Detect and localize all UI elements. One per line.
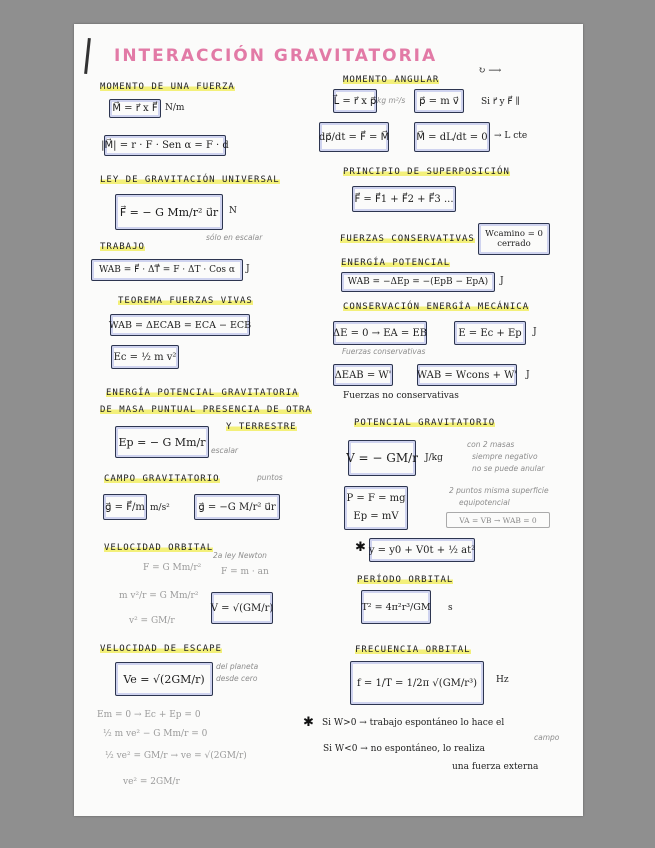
heading-frecuencia: FRECUENCIA ORBITAL bbox=[355, 645, 471, 655]
unit-periodo: s bbox=[448, 603, 453, 613]
unit-conservacion-4: J bbox=[526, 370, 530, 380]
star-icon: ✱ bbox=[355, 540, 366, 555]
vo-note: 2a ley Newton bbox=[213, 551, 267, 560]
note-potencial-2: siempre negativo bbox=[472, 452, 538, 461]
formula-momento-modulo: |M⃗| = r · F · Sen α = F · d bbox=[104, 135, 226, 156]
heading-velocidad-orbital: VELOCIDAD ORBITAL bbox=[104, 543, 214, 553]
heading-campo: CAMPO GRAVITATORIO bbox=[104, 474, 220, 484]
note-no-conservativas: Fuerzas no conservativas bbox=[343, 391, 459, 401]
note-l-cte: → L cte bbox=[494, 131, 528, 141]
formula-conservativas: Wcamino = 0 cerrado bbox=[478, 223, 550, 255]
unit-campo: m/s² bbox=[150, 503, 170, 513]
formula-energia-potencial: Ep = − G Mm/r bbox=[115, 426, 209, 458]
heading-energia-potencial-2: DE MASA PUNTUAL PRESENCIA DE OTRA bbox=[100, 405, 312, 415]
formula-velocidad-escape: Ve = √(2GM/r) bbox=[115, 662, 213, 696]
formula-conservacion-4: WAB = Wcons + W' bbox=[417, 364, 517, 386]
note-campo: campo bbox=[534, 733, 560, 742]
formula-cinematica: y = y0 + V0t + ½ at² bbox=[369, 538, 475, 562]
heading-ley-gravitacion: LEY DE GRAVITACIÓN UNIVERSAL bbox=[100, 175, 280, 185]
unit-energia-pot: J bbox=[500, 276, 504, 286]
formula-frecuencia: f = 1/T = 1/2π √(GM/r³) bbox=[350, 661, 484, 705]
formula-campo-1: g⃗ = F⃗/m bbox=[103, 494, 147, 520]
ve-note2: desde cero bbox=[216, 674, 258, 683]
ve-note1: del planeta bbox=[216, 662, 259, 671]
heading-conservacion: CONSERVACIÓN ENERGÍA MECÁNICA bbox=[343, 302, 530, 312]
heading-momento-fuerza: MOMENTO DE UNA FUERZA bbox=[100, 82, 235, 92]
formula-ep-mv: Ep = mV bbox=[353, 511, 399, 522]
formula-conservacion-3: ΔEAB = W' bbox=[333, 364, 393, 386]
formula-derivada-p: dp⃗/dt = F⃗ = M⃗ bbox=[319, 122, 389, 152]
formula-potencial: V = − GM/r bbox=[348, 440, 416, 476]
formula-fuerzas-vivas: WAB = ΔECAB = ECA − ECB bbox=[110, 314, 250, 336]
note-fuerza-externa: una fuerza externa bbox=[452, 762, 539, 772]
note-trabajo-positivo: Si W>0 → trabajo espontáneo lo hace el bbox=[322, 718, 505, 728]
ve-line1: Em = 0 → Ec + Ep = 0 bbox=[97, 710, 201, 720]
note-trabajo: sólo en escalar bbox=[206, 233, 263, 242]
page-title: INTERACCIÓN GRAVITATORIA bbox=[114, 46, 438, 66]
star-icon-notes: ✱ bbox=[303, 715, 314, 730]
note-puntos: puntos bbox=[257, 473, 283, 482]
formula-periodo: T² = 4π²r³/GM bbox=[361, 590, 431, 624]
unit-momento-angular: kg m²/s bbox=[377, 96, 406, 105]
heading-potencial: POTENCIAL GRAVITATORIO bbox=[354, 418, 496, 428]
note-potencial-4: 2 puntos misma superficie bbox=[449, 486, 549, 495]
formula-trabajo: WAB = F⃗ · ΔT⃗ = F · ΔT · Cos α bbox=[91, 259, 243, 281]
formula-peso: P = F = mg bbox=[346, 493, 406, 504]
formula-conservacion-2: E = Ec + Ep bbox=[454, 321, 526, 345]
unit-momento: N/m bbox=[165, 103, 185, 113]
heading-periodo: PERÍODO ORBITAL bbox=[357, 575, 454, 585]
formula-ley-gravitacion: F⃗ = − G Mm/r² u⃗r bbox=[115, 194, 223, 230]
heading-superposicion: PRINCIPIO DE SUPERPOSICIÓN bbox=[343, 167, 510, 177]
note-potencial-3: no se puede anular bbox=[472, 464, 545, 473]
heading-trabajo: TRABAJO bbox=[100, 242, 145, 252]
vo-line2: F = m · an bbox=[221, 567, 269, 577]
note-trabajo-negativo: Si W<0 → no espontáneo, lo realiza bbox=[323, 744, 485, 754]
ve-line3: ½ ve² = GM/r → ve = √(2GM/r) bbox=[105, 751, 247, 761]
formula-momento-angular: L⃗ = r⃗ x p⃗ bbox=[333, 89, 377, 113]
formula-energia-cinetica: Ec = ½ m v² bbox=[111, 345, 179, 369]
note-potencial-1: con 2 masas bbox=[467, 440, 515, 449]
formula-peso-ep bbox=[344, 486, 408, 530]
icon-vector-diagram: ↻ ⟶ bbox=[478, 66, 502, 76]
heading-conservativas: FUERZAS CONSERVATIVAS bbox=[340, 234, 475, 244]
heading-energia-potencial-1: ENERGÍA POTENCIAL GRAVITATORIA bbox=[106, 388, 299, 398]
note-escalar: escalar bbox=[211, 446, 239, 455]
unit-julio: J bbox=[246, 264, 250, 274]
heading-momento-angular: MOMENTO ANGULAR bbox=[343, 75, 440, 85]
heading-velocidad-escape: VELOCIDAD DE ESCAPE bbox=[100, 644, 222, 654]
formula-derivada-l: M⃗ = dL/dt = 0 bbox=[414, 122, 490, 152]
heading-energia-pot: ENERGÍA POTENCIAL bbox=[341, 258, 451, 268]
heading-energia-potencial-3: Y TERRESTRE bbox=[226, 422, 297, 432]
ve-line4: ve² = 2GM/r bbox=[123, 777, 180, 787]
unit-newton: N bbox=[229, 206, 237, 216]
unit-frecuencia: Hz bbox=[496, 675, 509, 685]
formula-energia-pot: WAB = −ΔEp = −(EpB − EpA) bbox=[341, 272, 495, 292]
ve-line2: ½ m ve² − G Mm/r = 0 bbox=[103, 729, 208, 739]
heading-fuerzas-vivas: TEOREMA FUERZAS VIVAS bbox=[118, 296, 253, 306]
formula-conservacion-1: ΔE = 0 → EA = EB bbox=[333, 321, 427, 345]
note-potencial-5: equipotencial bbox=[459, 498, 510, 507]
formula-superposicion: F⃗ = F⃗1 + F⃗2 + F⃗3 ... bbox=[352, 186, 456, 212]
note-paralelos: Si r⃗ y F⃗ ∥ bbox=[481, 97, 520, 107]
unit-conservacion: J bbox=[533, 327, 537, 337]
formula-velocidad-orbital: V = √(GM/r) bbox=[211, 592, 273, 624]
note-conservativas: Fuerzas conservativas bbox=[342, 347, 426, 356]
vo-line3: m v²/r = G Mm/r² bbox=[119, 591, 199, 601]
formula-momento: M⃗ = r⃗ x F⃗ bbox=[109, 99, 161, 118]
formula-campo-2: g⃗ = −G M/r² u⃗r bbox=[194, 494, 280, 520]
formula-equipotencial: VA = VB → WAB = 0 bbox=[446, 512, 550, 528]
unit-potencial: J/kg bbox=[425, 453, 443, 463]
formula-momento-lineal: p⃗ = m v⃗ bbox=[414, 89, 464, 113]
vo-line4: v² = GM/r bbox=[129, 616, 175, 626]
vo-line1: F = G Mm/r² bbox=[143, 563, 202, 573]
